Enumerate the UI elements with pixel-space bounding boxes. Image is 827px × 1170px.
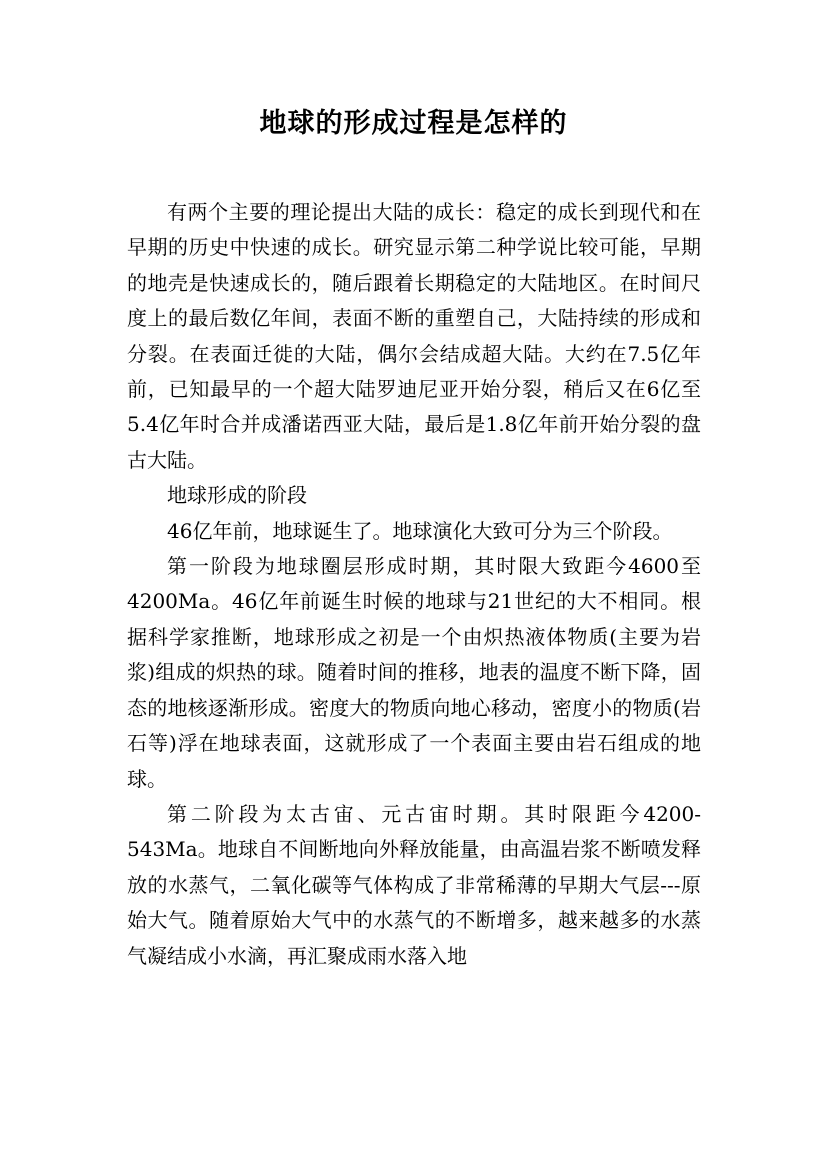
section-heading-formation-stages: 地球形成的阶段: [167, 483, 307, 508]
paragraph-earth-birth: 46亿年前，地球诞生了。地球演化大致可分为三个阶段。: [167, 518, 673, 543]
document-title: 地球的形成过程是怎样的: [259, 108, 568, 139]
document-body: [127, 195, 701, 974]
paragraph-stage-two: 第二阶段为太古宙、元古宙时期。其时限距今4200-543Ma。地球自不间断地向外释放能量，由高温岩浆不断喷发释放的水蒸气，二氧化碳等气体构成了非常稀薄的早期大气层---原始大气。随着原始大气中的水蒸气的不断增多，越来越多的水蒸气凝结成小水滴，再汇聚成雨水落入地: [127, 801, 701, 968]
paragraph-continent-growth: 有两个主要的理论提出大陆的成长：稳定的成长到现代和在早期的历史中快速的成长。研究显示第二种学说比较可能，早期的地壳是快速成长的，随后跟着长期稳定的大陆地区。在时间尺度上的最后数亿年间，表面不断的重塑自己，大陆持续的形成和分裂。在表面迁徙的大陆，偶尔会结成超大陆。大约在7.5亿年前，已知最早的一个超大陆罗迪尼亚开始分裂，稍后又在6亿至5.4亿年时合并成潘诺西亚大陆，最后是1.8亿年前开始分裂的盘古大陆。: [127, 200, 701, 472]
paragraph-stage-one: 第一阶段为地球圈层形成时期，其时限大致距今4600至4200Ma。46亿年前诞生时候的地球与21世纪的大不相同。根据科学家推断，地球形成之初是一个由炽热液体物质(主要为岩浆)组成的炽热的球。随着时间的推移，地表的温度不断下降，固态的地核逐渐形成。密度大的物质向地心移动，密度小的物质(岩石等)浮在地球表面，这就形成了一个表面主要由岩石组成的地球。: [127, 554, 701, 791]
